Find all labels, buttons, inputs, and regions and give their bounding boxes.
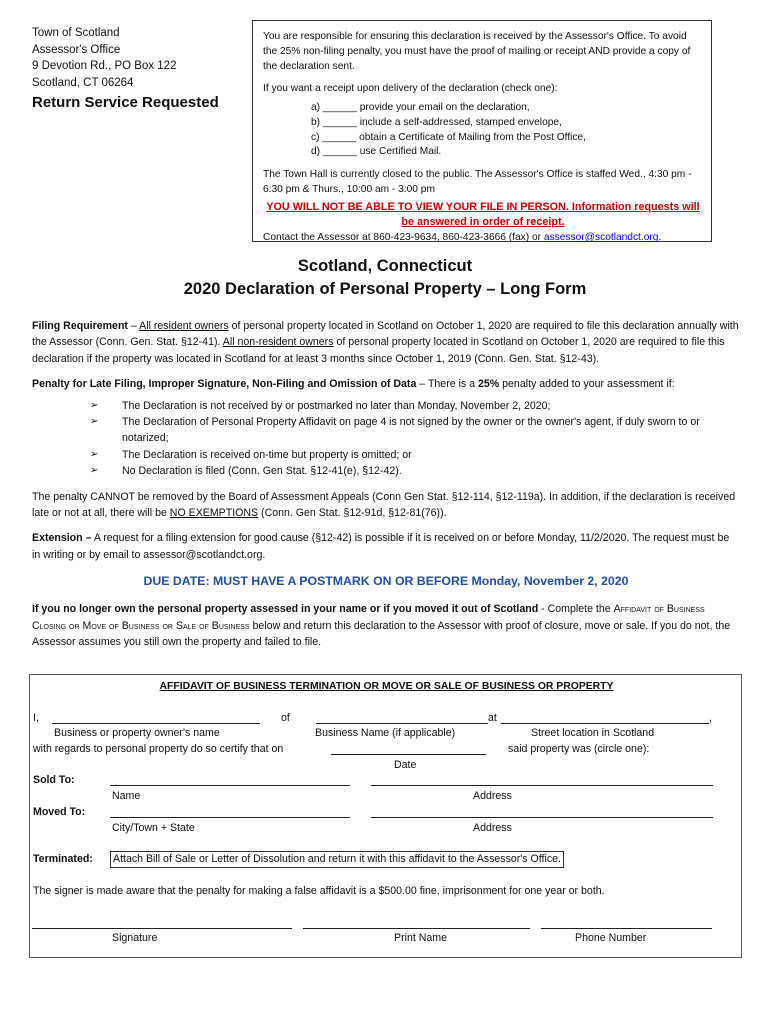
filing-requirement [32,318,740,367]
non-resident-owners: All non-resident owners [222,336,334,349]
business-name-caption: Business Name (if applicable) [315,727,456,739]
owner-name-line[interactable] [52,723,260,724]
return-address-line: Town of Scotland [32,27,120,39]
receipt-intro: If you want a receipt upon delivery of the declaration (check one): [263,83,558,95]
penalty-percent: 25% [478,378,500,391]
main-body [32,318,740,660]
in-person-warning: YOU WILL NOT BE ABLE TO VIEW YOUR FILE IN PERSON. Information requests will be answered in order of receipt. [266,200,700,229]
no-longer-own-paragraph [32,601,740,650]
notice-box [252,20,712,242]
moved-to-label[interactable]: Moved To: [33,806,86,818]
responsibility-notice: You are responsible for ensuring this declaration is received by the Assessor's Office. To avoid the 25% non-filing penalty, you must have the proof of mailing or receipt AND provide a copy of the declaration sent. [263,31,691,72]
at-label: at [488,712,497,724]
affidavit-title: AFFIDAVIT OF BUSINESS TERMINATION OR MOVE OR SALE OF BUSINESS OR PROPERTY [159,681,614,692]
terminated-instructions: Attach Bill of Sale or Letter of Dissolution and return it with this affidavit to the Assessor's Office. [110,851,564,868]
penalty-label: Penalty for Late Filing, Improper Signature, Non-Filing and Omission of Data [32,378,417,391]
receipt-option: c) ______ obtain a Certificate of Mailing from the Post Office, [311,131,587,143]
filing-text-2: of personal property located in Scotland on October 1, 2020 are required to file this declaration if the property was located in Scotland for at least 3 months since October 1, 2019 (Conn. Gen. Stat. §12-43). [32,336,725,365]
comma-label: , [709,712,712,724]
business-name-line[interactable] [316,723,488,724]
contact-line [263,231,703,246]
signature-caption: Signature [112,932,158,944]
moved-to-address-line[interactable] [371,817,713,818]
circle-one-text: said property was (circle one): [508,743,650,755]
no-longer-own-bold: If you no longer own the personal property assessed in your name or if you moved it out of Scotland [32,603,539,616]
no-exemptions: NO EXEMPTIONS [169,507,259,520]
contact-suffix: . [658,232,662,244]
resident-owners: All resident owners [139,320,229,332]
name-caption: Name [112,790,141,802]
due-date: DUE DATE: MUST HAVE A POSTMARK ON OR BEFORE Monday, November 2, 2020 [143,574,629,589]
return-address-line: Assessor's Office [32,43,121,56]
extension-text: A request for a filing extension for good cause (§12-42) is possible if it is received on or before Monday, 11/2/2020. The request must be in writing or by email to assessor@scotlandct.org. [32,532,730,561]
penalty-bullet: ➢ The Declaration is not received by or postmarked no later than Monday, November 2, 2020; [90,398,740,414]
penalty-text-1: – There is a [416,378,478,391]
affidavit-reference: Affidavit of Business Closing or Move of Business or Sale of Business [32,603,705,632]
print-name-caption: Print Name [394,932,447,944]
certify-text: with regards to personal property do so certify that on [33,743,284,755]
penalty-intro [32,376,740,392]
appeal-text-1: The penalty CANNOT be removed by the Board of Assessment Appeals (Conn Gen Stat. §12-114, §12-119a). In addition, if the declaration is received late or not at all, there will be [32,490,736,520]
terminated-label[interactable]: Terminated: [33,853,93,865]
title-line-2: 2020 Declaration of Personal Property – Long Form [183,280,587,299]
receipt-options [311,101,703,160]
penalty-bullets [90,398,740,480]
sold-to-address-line[interactable] [371,785,713,786]
phone-number-caption: Phone Number [575,932,647,944]
no-longer-text-1: - Complete the [538,603,614,616]
contact-prefix: Contact the Assessor at 860-423-9634, 860-423-3666 (fax) or [263,232,544,244]
i-label: I, [33,712,39,724]
return-address [32,25,176,92]
penalty-bullet: ➢ The Declaration is received on-time but property is omitted; or [90,447,740,463]
false-affidavit-penalty: The signer is made aware that the penalty for making a false affidavit is a $500.00 fine, imprisonment for one year or both. [33,885,605,897]
city-state-caption: City/Town + State [112,822,195,834]
penalty-bullet: ➢ No Declaration is filed (Conn. Gen Stat. §12-41(e), §12-42). [90,463,740,479]
date-line[interactable] [331,754,486,755]
street-location-line[interactable] [501,723,709,724]
filing-label: Filing Requirement [32,320,128,332]
return-service-requested: Return Service Requested [32,94,219,111]
penalty-bullet: ➢ The Declaration of Personal Property Affidavit on page 4 is not signed by the owner or the owner's agent, if duly sworn to or notarized; [90,414,740,447]
receipt-option: a) ______ provide your email on the declaration, [311,102,530,114]
receipt-option: d) ______ use Certified Mail. [311,146,442,158]
moved-to-city-line[interactable] [110,817,350,818]
assessor-email-link[interactable]: assessor@scotlandct.org [543,232,659,244]
receipt-option: b) ______ include a self-addressed, stamped envelope, [311,116,562,128]
office-hours: The Town Hall is currently closed to the public. The Assessor's Office is staffed Wed., 4:30 pm - 6:30 pm & Thurs., 10:00 am - 3:00 pm [263,169,692,196]
extension-paragraph [32,530,740,563]
of-label: of [281,712,290,724]
filing-dash: – [127,320,140,332]
title-line-1: Scotland, Connecticut [297,257,473,275]
return-address-line: 9 Devotion Rd., PO Box 122 [32,60,177,73]
sold-to-label[interactable]: Sold To: [33,774,75,786]
owner-name-caption: Business or property owner's name [54,727,220,739]
appeal-text-2: (Conn. Gen Stat. §12-91d, §12-81(76)). [258,507,447,520]
date-caption: Date [394,759,417,771]
sold-to-name-line[interactable] [110,785,350,786]
form-title [0,255,770,302]
address-caption-2: Address [473,822,512,834]
address-caption: Address [473,790,512,802]
no-longer-text-2: below and return this declaration to the Assessor with proof of closure, move or sale. If you do not, the Assessor assumes you still own the property and failed to file. [32,619,731,649]
penalty-text-2: penalty added to your assessment if: [499,378,675,391]
affidavit-box [29,674,742,958]
appeal-paragraph [32,489,740,522]
extension-label: Extension – [32,532,92,545]
filing-text-1: of personal property located in Scotland on October 1, 2020 are required to file this declaration annually with the Assessor (Conn. Gen. Stat. §12-41). [32,320,739,349]
return-address-line: Scotland, CT 06264 [32,77,134,90]
street-location-caption: Street location in Scotland [531,727,655,739]
